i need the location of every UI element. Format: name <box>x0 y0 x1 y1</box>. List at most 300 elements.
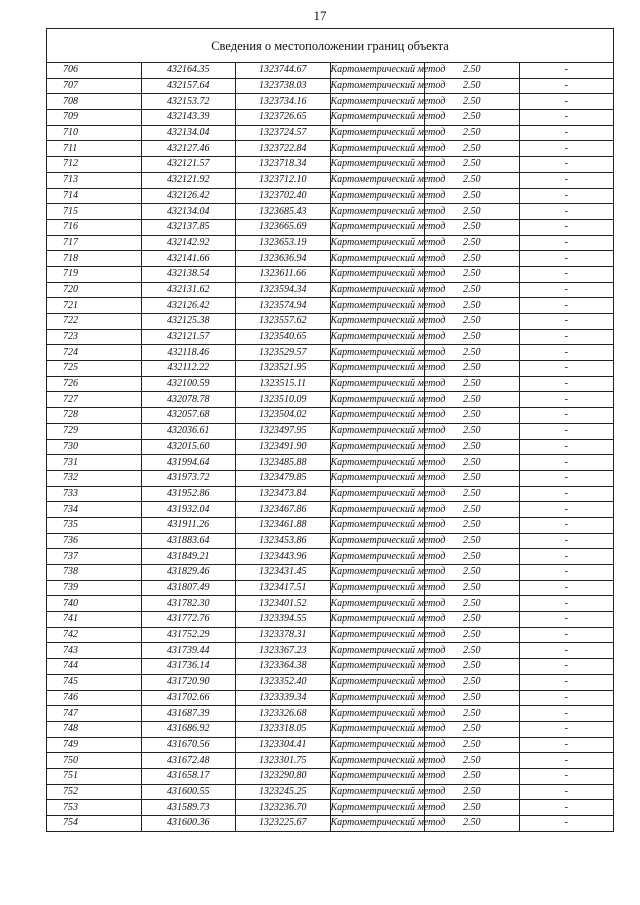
y-coordinate-cell: 1323485.88 <box>236 455 331 471</box>
x-coordinate-cell: 432153.72 <box>141 94 236 110</box>
method-cell: Картометрический метод <box>330 63 425 79</box>
description-cell: - <box>519 172 614 188</box>
point-number-cell: 742 <box>47 627 142 643</box>
table-row <box>47 627 614 643</box>
table-row <box>47 659 614 675</box>
description-cell: - <box>519 282 614 298</box>
method-cell: Картометрический метод <box>330 502 425 518</box>
description-cell: - <box>519 565 614 581</box>
x-coordinate-cell: 431720.90 <box>141 674 236 690</box>
y-coordinate-cell: 1323702.40 <box>236 188 331 204</box>
x-coordinate-cell: 431883.64 <box>141 533 236 549</box>
x-coordinate-cell: 432121.92 <box>141 172 236 188</box>
accuracy-cell: 2.50 <box>425 533 520 549</box>
description-cell: - <box>519 470 614 486</box>
x-coordinate-cell: 431782.30 <box>141 596 236 612</box>
accuracy-cell: 2.50 <box>425 329 520 345</box>
table-row <box>47 674 614 690</box>
method-cell: Картометрический метод <box>330 314 425 330</box>
description-cell: - <box>519 141 614 157</box>
method-cell: Картометрический метод <box>330 627 425 643</box>
point-number-cell: 750 <box>47 753 142 769</box>
description-cell: - <box>519 219 614 235</box>
x-coordinate-cell: 431829.46 <box>141 565 236 581</box>
description-cell: - <box>519 314 614 330</box>
method-cell: Картометрический метод <box>330 172 425 188</box>
method-cell: Картометрический метод <box>330 612 425 628</box>
y-coordinate-cell: 1323394.55 <box>236 612 331 628</box>
x-coordinate-cell: 432138.54 <box>141 266 236 282</box>
point-number-cell: 719 <box>47 266 142 282</box>
accuracy-cell: 2.50 <box>425 361 520 377</box>
x-coordinate-cell: 431849.21 <box>141 549 236 565</box>
point-number-cell: 744 <box>47 659 142 675</box>
x-coordinate-cell: 431600.55 <box>141 784 236 800</box>
description-cell: - <box>519 125 614 141</box>
method-cell: Картометрический метод <box>330 565 425 581</box>
description-cell: - <box>519 816 614 832</box>
method-cell: Картометрический метод <box>330 455 425 471</box>
method-cell: Картометрический метод <box>330 219 425 235</box>
y-coordinate-cell: 1323744.67 <box>236 63 331 79</box>
x-coordinate-cell: 431600.36 <box>141 816 236 832</box>
y-coordinate-cell: 1323461.88 <box>236 517 331 533</box>
point-number-cell: 727 <box>47 392 142 408</box>
table-row <box>47 784 614 800</box>
table-row <box>47 219 614 235</box>
method-cell: Картометрический метод <box>330 784 425 800</box>
accuracy-cell: 2.50 <box>425 627 520 643</box>
x-coordinate-cell: 431994.64 <box>141 455 236 471</box>
point-number-cell: 746 <box>47 690 142 706</box>
method-cell: Картометрический метод <box>330 800 425 816</box>
x-coordinate-cell: 431672.48 <box>141 753 236 769</box>
point-number-cell: 738 <box>47 565 142 581</box>
y-coordinate-cell: 1323326.68 <box>236 706 331 722</box>
point-number-cell: 749 <box>47 737 142 753</box>
description-cell: - <box>519 392 614 408</box>
accuracy-cell: 2.50 <box>425 486 520 502</box>
table-row <box>47 94 614 110</box>
method-cell: Картометрический метод <box>330 674 425 690</box>
x-coordinate-cell: 432142.92 <box>141 235 236 251</box>
y-coordinate-cell: 1323378.31 <box>236 627 331 643</box>
x-coordinate-cell: 431658.17 <box>141 768 236 784</box>
description-cell: - <box>519 549 614 565</box>
y-coordinate-cell: 1323304.41 <box>236 737 331 753</box>
table-row <box>47 204 614 220</box>
point-number-cell: 713 <box>47 172 142 188</box>
method-cell: Картометрический метод <box>330 376 425 392</box>
x-coordinate-cell: 432157.64 <box>141 78 236 94</box>
x-coordinate-cell: 432126.42 <box>141 298 236 314</box>
point-number-cell: 709 <box>47 110 142 126</box>
table-row <box>47 141 614 157</box>
x-coordinate-cell: 432036.61 <box>141 423 236 439</box>
point-number-cell: 753 <box>47 800 142 816</box>
method-cell: Картометрический метод <box>330 282 425 298</box>
x-coordinate-cell: 432126.42 <box>141 188 236 204</box>
description-cell: - <box>519 266 614 282</box>
x-coordinate-cell: 432121.57 <box>141 157 236 173</box>
point-number-cell: 717 <box>47 235 142 251</box>
x-coordinate-cell: 431932.04 <box>141 502 236 518</box>
accuracy-cell: 2.50 <box>425 266 520 282</box>
y-coordinate-cell: 1323367.23 <box>236 643 331 659</box>
accuracy-cell: 2.50 <box>425 502 520 518</box>
accuracy-cell: 2.50 <box>425 674 520 690</box>
accuracy-cell: 2.50 <box>425 423 520 439</box>
table-row <box>47 423 614 439</box>
table-row <box>47 251 614 267</box>
accuracy-cell: 2.50 <box>425 549 520 565</box>
accuracy-cell: 2.50 <box>425 753 520 769</box>
description-cell: - <box>519 298 614 314</box>
table-row <box>47 768 614 784</box>
accuracy-cell: 2.50 <box>425 408 520 424</box>
description-cell: - <box>519 706 614 722</box>
point-number-cell: 747 <box>47 706 142 722</box>
accuracy-cell: 2.50 <box>425 737 520 753</box>
method-cell: Картометрический метод <box>330 110 425 126</box>
accuracy-cell: 2.50 <box>425 172 520 188</box>
x-coordinate-cell: 432143.39 <box>141 110 236 126</box>
point-number-cell: 714 <box>47 188 142 204</box>
accuracy-cell: 2.50 <box>425 125 520 141</box>
y-coordinate-cell: 1323453.86 <box>236 533 331 549</box>
table-row <box>47 580 614 596</box>
table-row <box>47 800 614 816</box>
method-cell: Картометрический метод <box>330 706 425 722</box>
y-coordinate-cell: 1323318.05 <box>236 721 331 737</box>
table-row <box>47 565 614 581</box>
accuracy-cell: 2.50 <box>425 768 520 784</box>
point-number-cell: 741 <box>47 612 142 628</box>
point-number-cell: 732 <box>47 470 142 486</box>
point-number-cell: 706 <box>47 63 142 79</box>
accuracy-cell: 2.50 <box>425 800 520 816</box>
point-number-cell: 731 <box>47 455 142 471</box>
description-cell: - <box>519 408 614 424</box>
method-cell: Картометрический метод <box>330 188 425 204</box>
point-number-cell: 712 <box>47 157 142 173</box>
x-coordinate-cell: 431807.49 <box>141 580 236 596</box>
description-cell: - <box>519 721 614 737</box>
x-coordinate-cell: 431589.73 <box>141 800 236 816</box>
point-number-cell: 724 <box>47 345 142 361</box>
accuracy-cell: 2.50 <box>425 376 520 392</box>
point-number-cell: 737 <box>47 549 142 565</box>
table-row <box>47 392 614 408</box>
x-coordinate-cell: 431752.29 <box>141 627 236 643</box>
method-cell: Картометрический метод <box>330 408 425 424</box>
x-coordinate-cell: 432112.22 <box>141 361 236 377</box>
accuracy-cell: 2.50 <box>425 470 520 486</box>
point-number-cell: 723 <box>47 329 142 345</box>
accuracy-cell: 2.50 <box>425 643 520 659</box>
table-row <box>47 690 614 706</box>
y-coordinate-cell: 1323236.70 <box>236 800 331 816</box>
description-cell: - <box>519 78 614 94</box>
y-coordinate-cell: 1323473.84 <box>236 486 331 502</box>
y-coordinate-cell: 1323594.34 <box>236 282 331 298</box>
point-number-cell: 726 <box>47 376 142 392</box>
method-cell: Картометрический метод <box>330 816 425 832</box>
method-cell: Картометрический метод <box>330 768 425 784</box>
method-cell: Картометрический метод <box>330 753 425 769</box>
x-coordinate-cell: 431952.86 <box>141 486 236 502</box>
description-cell: - <box>519 533 614 549</box>
description-cell: - <box>519 251 614 267</box>
method-cell: Картометрический метод <box>330 78 425 94</box>
table-row <box>47 235 614 251</box>
method-cell: Картометрический метод <box>330 329 425 345</box>
y-coordinate-cell: 1323467.86 <box>236 502 331 518</box>
accuracy-cell: 2.50 <box>425 439 520 455</box>
table-title: Сведения о местоположении границ объекта <box>47 29 614 63</box>
y-coordinate-cell: 1323417.51 <box>236 580 331 596</box>
y-coordinate-cell: 1323510.09 <box>236 392 331 408</box>
description-cell: - <box>519 345 614 361</box>
accuracy-cell: 2.50 <box>425 706 520 722</box>
description-cell: - <box>519 157 614 173</box>
x-coordinate-cell: 431911.26 <box>141 517 236 533</box>
point-number-cell: 715 <box>47 204 142 220</box>
x-coordinate-cell: 432057.68 <box>141 408 236 424</box>
point-number-cell: 716 <box>47 219 142 235</box>
accuracy-cell: 2.50 <box>425 659 520 675</box>
method-cell: Картометрический метод <box>330 141 425 157</box>
method-cell: Картометрический метод <box>330 266 425 282</box>
table-row <box>47 816 614 832</box>
point-number-cell: 739 <box>47 580 142 596</box>
point-number-cell: 728 <box>47 408 142 424</box>
method-cell: Картометрический метод <box>330 125 425 141</box>
table-row <box>47 706 614 722</box>
y-coordinate-cell: 1323665.69 <box>236 219 331 235</box>
y-coordinate-cell: 1323734.16 <box>236 94 331 110</box>
method-cell: Картометрический метод <box>330 392 425 408</box>
description-cell: - <box>519 737 614 753</box>
x-coordinate-cell: 432134.04 <box>141 204 236 220</box>
y-coordinate-cell: 1323401.52 <box>236 596 331 612</box>
table-row <box>47 282 614 298</box>
accuracy-cell: 2.50 <box>425 690 520 706</box>
description-cell: - <box>519 502 614 518</box>
point-number-cell: 734 <box>47 502 142 518</box>
y-coordinate-cell: 1323352.40 <box>236 674 331 690</box>
description-cell: - <box>519 674 614 690</box>
accuracy-cell: 2.50 <box>425 282 520 298</box>
table-row <box>47 643 614 659</box>
y-coordinate-cell: 1323521.95 <box>236 361 331 377</box>
point-number-cell: 730 <box>47 439 142 455</box>
table-row <box>47 376 614 392</box>
accuracy-cell: 2.50 <box>425 204 520 220</box>
point-number-cell: 720 <box>47 282 142 298</box>
point-number-cell: 740 <box>47 596 142 612</box>
point-number-cell: 735 <box>47 517 142 533</box>
description-cell: - <box>519 643 614 659</box>
accuracy-cell: 2.50 <box>425 110 520 126</box>
description-cell: - <box>519 596 614 612</box>
description-cell: - <box>519 627 614 643</box>
table-row <box>47 361 614 377</box>
method-cell: Картометрический метод <box>330 549 425 565</box>
description-cell: - <box>519 768 614 784</box>
table-row <box>47 125 614 141</box>
y-coordinate-cell: 1323540.65 <box>236 329 331 345</box>
accuracy-cell: 2.50 <box>425 235 520 251</box>
method-cell: Картометрический метод <box>330 596 425 612</box>
y-coordinate-cell: 1323364.38 <box>236 659 331 675</box>
y-coordinate-cell: 1323724.57 <box>236 125 331 141</box>
y-coordinate-cell: 1323574.94 <box>236 298 331 314</box>
description-cell: - <box>519 110 614 126</box>
accuracy-cell: 2.50 <box>425 455 520 471</box>
description-cell: - <box>519 753 614 769</box>
table-row <box>47 517 614 533</box>
y-coordinate-cell: 1323611.66 <box>236 266 331 282</box>
table-row <box>47 455 614 471</box>
y-coordinate-cell: 1323738.03 <box>236 78 331 94</box>
y-coordinate-cell: 1323515.11 <box>236 376 331 392</box>
method-cell: Картометрический метод <box>330 345 425 361</box>
accuracy-cell: 2.50 <box>425 78 520 94</box>
y-coordinate-cell: 1323443.96 <box>236 549 331 565</box>
description-cell: - <box>519 376 614 392</box>
table-row <box>47 753 614 769</box>
point-number-cell: 718 <box>47 251 142 267</box>
method-cell: Картометрический метод <box>330 298 425 314</box>
accuracy-cell: 2.50 <box>425 94 520 110</box>
method-cell: Картометрический метод <box>330 517 425 533</box>
x-coordinate-cell: 432015.60 <box>141 439 236 455</box>
description-cell: - <box>519 659 614 675</box>
point-number-cell: 708 <box>47 94 142 110</box>
table-row <box>47 502 614 518</box>
point-number-cell: 729 <box>47 423 142 439</box>
accuracy-cell: 2.50 <box>425 298 520 314</box>
table-row <box>47 172 614 188</box>
table-row <box>47 486 614 502</box>
page-number: 17 <box>313 8 327 23</box>
accuracy-cell: 2.50 <box>425 141 520 157</box>
table-row <box>47 266 614 282</box>
description-cell: - <box>519 517 614 533</box>
y-coordinate-cell: 1323712.10 <box>236 172 331 188</box>
method-cell: Картометрический метод <box>330 533 425 549</box>
x-coordinate-cell: 431670.56 <box>141 737 236 753</box>
accuracy-cell: 2.50 <box>425 188 520 204</box>
accuracy-cell: 2.50 <box>425 392 520 408</box>
accuracy-cell: 2.50 <box>425 251 520 267</box>
description-cell: - <box>519 329 614 345</box>
point-number-cell: 725 <box>47 361 142 377</box>
method-cell: Картометрический метод <box>330 659 425 675</box>
description-cell: - <box>519 63 614 79</box>
x-coordinate-cell: 432127.46 <box>141 141 236 157</box>
table-row <box>47 737 614 753</box>
description-cell: - <box>519 361 614 377</box>
method-cell: Картометрический метод <box>330 361 425 377</box>
table-row <box>47 188 614 204</box>
table-row <box>47 314 614 330</box>
method-cell: Картометрический метод <box>330 643 425 659</box>
accuracy-cell: 2.50 <box>425 314 520 330</box>
y-coordinate-cell: 1323339.34 <box>236 690 331 706</box>
method-cell: Картометрический метод <box>330 157 425 173</box>
y-coordinate-cell: 1323726.65 <box>236 110 331 126</box>
accuracy-cell: 2.50 <box>425 596 520 612</box>
point-number-cell: 711 <box>47 141 142 157</box>
point-number-cell: 710 <box>47 125 142 141</box>
y-coordinate-cell: 1323245.25 <box>236 784 331 800</box>
x-coordinate-cell: 432118.46 <box>141 345 236 361</box>
x-coordinate-cell: 432121.57 <box>141 329 236 345</box>
accuracy-cell: 2.50 <box>425 345 520 361</box>
point-number-cell: 745 <box>47 674 142 690</box>
accuracy-cell: 2.50 <box>425 63 520 79</box>
description-cell: - <box>519 455 614 471</box>
point-number-cell: 743 <box>47 643 142 659</box>
method-cell: Картометрический метод <box>330 251 425 267</box>
point-number-cell: 748 <box>47 721 142 737</box>
method-cell: Картометрический метод <box>330 721 425 737</box>
y-coordinate-cell: 1323491.90 <box>236 439 331 455</box>
accuracy-cell: 2.50 <box>425 157 520 173</box>
table-row <box>47 157 614 173</box>
table-row <box>47 63 614 79</box>
table-row <box>47 408 614 424</box>
y-coordinate-cell: 1323497.95 <box>236 423 331 439</box>
table-row <box>47 533 614 549</box>
table-row <box>47 110 614 126</box>
x-coordinate-cell: 431739.44 <box>141 643 236 659</box>
y-coordinate-cell: 1323290.80 <box>236 768 331 784</box>
method-cell: Картометрический метод <box>330 423 425 439</box>
point-number-cell: 722 <box>47 314 142 330</box>
point-number-cell: 736 <box>47 533 142 549</box>
table-row <box>47 721 614 737</box>
table-row <box>47 78 614 94</box>
description-cell: - <box>519 204 614 220</box>
accuracy-cell: 2.50 <box>425 580 520 596</box>
point-number-cell: 751 <box>47 768 142 784</box>
table-body <box>47 63 614 832</box>
x-coordinate-cell: 431702.66 <box>141 690 236 706</box>
accuracy-cell: 2.50 <box>425 612 520 628</box>
x-coordinate-cell: 431687.39 <box>141 706 236 722</box>
boundary-coordinates-table <box>46 28 614 832</box>
y-coordinate-cell: 1323557.62 <box>236 314 331 330</box>
description-cell: - <box>519 439 614 455</box>
method-cell: Картометрический метод <box>330 94 425 110</box>
method-cell: Картометрический метод <box>330 486 425 502</box>
method-cell: Картометрический метод <box>330 580 425 596</box>
y-coordinate-cell: 1323504.02 <box>236 408 331 424</box>
table-row <box>47 345 614 361</box>
method-cell: Картометрический метод <box>330 690 425 706</box>
point-number-cell: 707 <box>47 78 142 94</box>
method-cell: Картометрический метод <box>330 235 425 251</box>
description-cell: - <box>519 235 614 251</box>
y-coordinate-cell: 1323653.19 <box>236 235 331 251</box>
point-number-cell: 754 <box>47 816 142 832</box>
accuracy-cell: 2.50 <box>425 816 520 832</box>
table-row <box>47 596 614 612</box>
x-coordinate-cell: 432164.35 <box>141 63 236 79</box>
